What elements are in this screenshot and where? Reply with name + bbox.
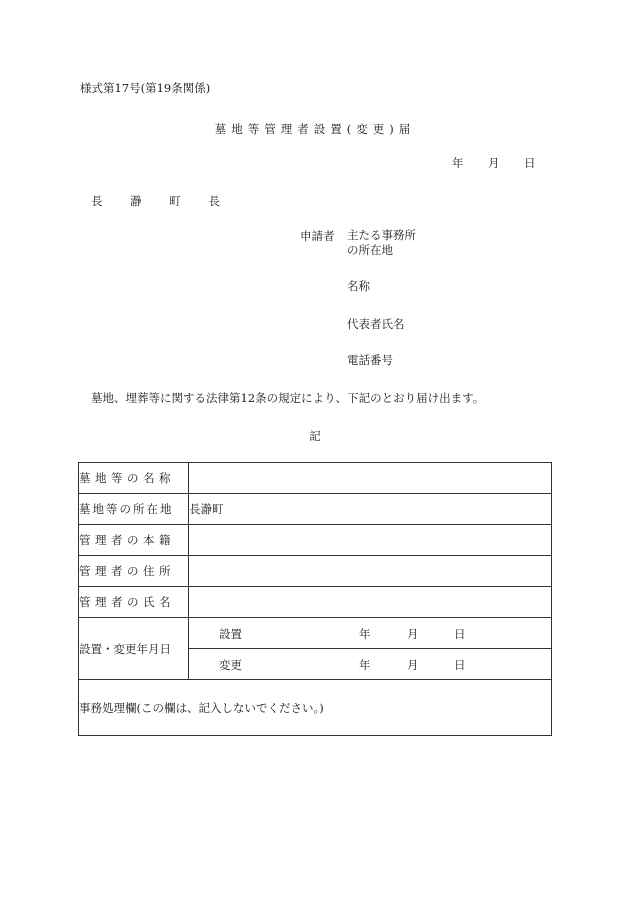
manager-name-field[interactable]: [189, 587, 552, 618]
applicant-office-address-label: [347, 228, 416, 258]
date-year-label: 年: [452, 156, 464, 170]
table-row: [79, 618, 552, 649]
manager-address-field[interactable]: [189, 556, 552, 587]
table-row: [79, 680, 552, 736]
table-row: [79, 494, 552, 525]
change-month-label: 月: [407, 658, 419, 672]
applicant-label: 申請者: [300, 229, 335, 243]
applicant-phone-label: 電話番号: [347, 353, 393, 367]
applicant-office-address-line2: の所在地: [347, 243, 393, 257]
manager-domicile-label: 管理者の本籍: [79, 525, 189, 556]
establishment-label: 設置: [219, 627, 242, 641]
establishment-day-label: 日: [454, 627, 466, 641]
manager-address-label: 管理者の住所: [79, 556, 189, 587]
document-title: 墓地等管理者設置(変更)届: [214, 122, 416, 136]
date-day-label: 日: [524, 156, 536, 170]
table-row: [79, 463, 552, 494]
cemetery-location-field[interactable]: 長瀞町: [189, 494, 552, 525]
establishment-year-label: 年: [359, 627, 371, 641]
table-row: [79, 556, 552, 587]
ki-heading: 記: [309, 429, 321, 443]
change-year-label: 年: [359, 658, 371, 672]
applicant-representative-label: 代表者氏名: [347, 317, 405, 331]
change-label: 変更: [219, 658, 242, 672]
change-date-label: 設置・変更年月日: [79, 618, 189, 680]
form-table: [78, 462, 552, 736]
form-number: 様式第17号(第19条関係): [80, 81, 211, 95]
table-row: [79, 525, 552, 556]
date-month-label: 月: [488, 156, 500, 170]
manager-name-label: 管理者の氏名: [79, 587, 189, 618]
establishment-date-field[interactable]: [189, 618, 552, 649]
addressee: 長 瀞 町 長: [91, 194, 232, 208]
cemetery-location-label: 墓地等の所在地: [79, 494, 189, 525]
applicant-office-address-line1: 主たる事務所: [347, 228, 416, 242]
table-row: [79, 587, 552, 618]
manager-domicile-field[interactable]: [189, 525, 552, 556]
cemetery-name-label: 墓地等の名称: [79, 463, 189, 494]
cemetery-name-field[interactable]: [189, 463, 552, 494]
establishment-month-label: 月: [407, 627, 419, 641]
applicant-name-label: 名称: [347, 279, 370, 293]
change-day-label: 日: [454, 658, 466, 672]
body-text: 墓地、埋葬等に関する法律第12条の規定により、下記のとおり届け出ます。: [91, 391, 485, 405]
change-date-field[interactable]: [189, 649, 552, 680]
office-use-section: 事務処理欄(この欄は、記入しないでください。): [79, 680, 552, 736]
